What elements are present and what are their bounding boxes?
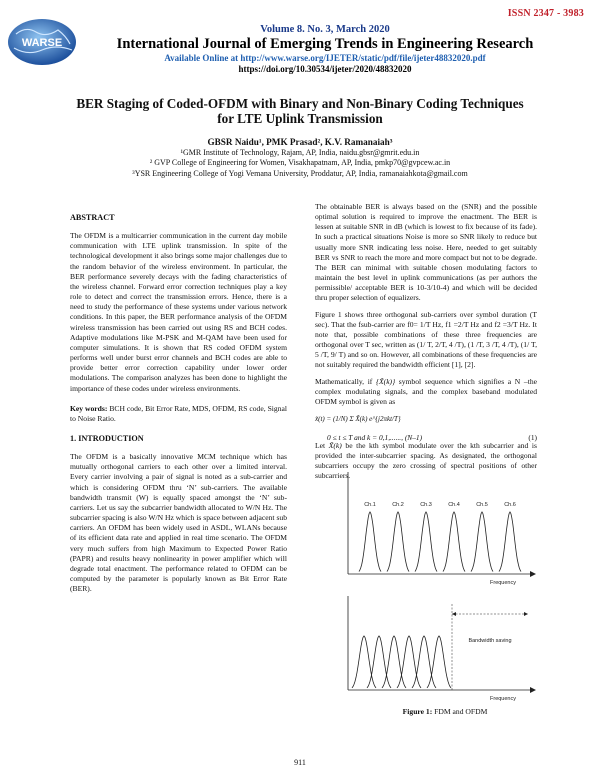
equation-1-range: 0 ≤ t ≤ T and k = 0,1,......, (N–1) — [327, 432, 423, 442]
abstract-text: The OFDM is a multicarrier communication in the current day mobile communication with LTE uplink transmission. In spite of the technological development it also brings some major challenges due to the random behavior of the wireless environment. In particular, the BER performance severely decays with the fading characteristics of the wireless channel. Forward error correction techniques play a key role to detect and correct the transmission errors. Hence, there is a need to study the performance of these systems under various network conditions. In this paper, the BER performance analysis of the OFDM wireless transmission has been carried out using RS and BCH codes. Adaptive modulations like M-PSK and M-QAM have been used for computer simulations. It is shown that RS coded OFDM system performs well under burst error channels and BCH codes are able to provide better error correction capability under lower order modulations. The comparison analyzes has been done to highlight the importance of these codes under wireless environments. — [70, 231, 287, 393]
equation-1-formula: x̃(t) = (1/N) Σ X̃(k) e^{j2πkt/T} — [315, 414, 401, 423]
journal-header — [70, 24, 580, 75]
p4-lead: Let — [315, 440, 329, 450]
fdm-channel-label: Ch.4 — [448, 502, 460, 508]
fdm-carrier — [359, 512, 381, 572]
affiliation-3: ³YSR Engineering College of Yogi Vemana University, Proddatur, AP, India, ramanaiahkota@gmail.com — [132, 168, 468, 178]
figure-caption — [350, 707, 540, 716]
keywords-label: Key words: — [70, 403, 108, 413]
fdm-carrier — [499, 512, 521, 572]
fdm-freq-label: Frequency — [490, 580, 516, 586]
fdm-channel-label: Ch.6 — [504, 502, 516, 508]
equation-1 — [315, 413, 537, 442]
logo-text: WARSE — [21, 37, 63, 49]
affiliation-1: ¹GMR Institute of Technology, Rajam, AP, India, naidu.gbsr@gmrit.edu.in — [180, 147, 420, 157]
fdm-carrier — [443, 512, 465, 572]
volume-line: Volume 8. No. 3, March 2020 — [260, 24, 390, 35]
author-block — [20, 137, 580, 179]
ofdm-carrier — [352, 636, 376, 688]
doi-link[interactable]: https://doi.org/10.30534/ijeter/2020/48832020 — [238, 64, 412, 74]
fdm-panel — [348, 472, 536, 586]
bandwidth-saving-label: Bandwidth saving — [468, 638, 512, 644]
ofdm-carrier — [412, 636, 436, 688]
figure-caption-text: FDM and OFDM — [432, 707, 488, 716]
ofdm-panel — [348, 596, 536, 702]
page-number: 911 — [294, 758, 306, 767]
right-column — [315, 202, 537, 488]
right-para-3 — [315, 377, 537, 407]
p3-lead: Mathematically, if — [315, 376, 376, 386]
fdm-channel-label: Ch.2 — [392, 502, 404, 508]
keywords-text: BCH code, Bit Error Rate, MDS, OFDM, RS code, Signal to Noise Ratio. — [70, 403, 287, 423]
fdm-channel-label: Ch.5 — [476, 502, 488, 508]
ofdm-carrier — [427, 636, 451, 688]
fdm-carrier — [471, 512, 493, 572]
fdm-channel-label: Ch.3 — [420, 502, 432, 508]
p3-tail: symbol sequence which signifies a N –the complex modulating signals, and the complex baseband modulated OFDM symbol is given as — [315, 376, 538, 406]
journal-title: International Journal of Emerging Trends in Engineering Research — [116, 36, 534, 52]
ofdm-carrier — [382, 636, 406, 688]
abstract-heading: ABSTRACT — [70, 213, 115, 222]
p4-symbol: X̃(k) — [328, 440, 342, 450]
equation-1-number: (1) — [528, 432, 537, 442]
affiliation-2: ² GVP College of Engineering for Women, Visakhapatnam, AP, India, pmkp70@gvpcew.ac.in — [149, 158, 451, 167]
keywords — [70, 404, 287, 424]
right-para-2: Figure 1 shows three orthogonal sub-carriers over symbol duration (T sec). That the fsub-carrier are f0= 1/T Hz, f1 =2/T Hz and f2 =3/T Hz. It note that, possible combinations of these three frequencies are orthogonal over T sec, written as (1/ T, 2/T, 4 /T), (1 /T, 3 /T, 4 /T), (1/ T, 5 /T, 9/ T) and so on. However, all combinations of these frequencies are not suitably required the bandwidth efficient [1], [2]. — [315, 309, 537, 370]
paper-title-line2: for LTE Uplink Transmission — [217, 111, 383, 126]
p3-symbol: {X̃(k)} — [375, 376, 396, 386]
online-link[interactable]: Available Online at http://www.warse.org/IJETER/static/pdf/file/ijeter48832020.pdf — [164, 53, 486, 63]
paper-title — [40, 96, 560, 126]
ofdm-freq-label: Frequency — [490, 696, 516, 702]
left-column — [70, 213, 287, 600]
figure-caption-label: Figure 1: — [402, 707, 433, 716]
fdm-carrier — [387, 512, 409, 572]
paper-title-line1: BER Staging of Coded-OFDM with Binary and Non-Binary Coding Techniques — [76, 96, 524, 111]
p4-tail: be the kth symbol modulate over the kth subcarrier and is provided the inter-subcarrier spacing. As designated, the orthogonal subcarriers occupy the zero crossing of spectral positions of other subcarriers. — [315, 440, 537, 481]
fdm-channel-label: Ch.1 — [364, 502, 376, 508]
intro-heading: 1. INTRODUCTION — [70, 433, 144, 443]
ofdm-carrier — [397, 636, 421, 688]
intro-text: The OFDM is a basically innovative MCM technique which has mutually orthogonal carriers to each other over a limited interval. Every carrier involving a pair of signal is noted as a sub-carrier and which is considering OFDM thru ‘N’ sub-carriers. The available bandwidth transmit (W) is equally spaced amongst the ‘N’ sub-carriers. Let us say the subcarrier bandwidth allocated to W/N Hz. The subcarrier spacing is also W/N Hz which is space between adjacent sub carriers. An OFDM has been widely used in ASDL, WLANs because of its efficient data rate and applied in real time scenario. The OFDM very much suffers from high Maximum to Expected Power Ratio (PAPR) and results heavy nonlinearity in power amplifier which will degrade total enactment. The performance related to OFDM can be computed by the parameter is popularly known as Bit Error Rate (BER). — [70, 452, 287, 594]
right-para-1: The obtainable BER is always based on the (SNR) and the possible optimal solution is required to improve the enactment. The BER is lessen at suitable SNR in dB (which is lowest to fix because of its fade). In such a practical situations Noise is more so SNR likely to reduce but usually more SNR indicating less noise. Here, needed to get suitably BER vs SNR to reach the more and more compact but not to be degrade. The BER can minimal with suitable chosen modulating factors to maintain the best level in uplink communications (as per authors the permissible/ acceptable BER is 10-3/10-4) and which will be decided thru proper selection of equalizers. — [315, 202, 537, 303]
ofdm-carrier — [367, 636, 391, 688]
author-names: GBSR Naidu¹, PMK Prasad², K.V. Ramanaiah³ — [207, 137, 393, 147]
figure-fdm-ofdm — [340, 466, 540, 704]
issn-label: ISSN 2347 - 3983 — [507, 8, 584, 19]
warse-logo — [6, 16, 80, 68]
fdm-carrier — [415, 512, 437, 572]
